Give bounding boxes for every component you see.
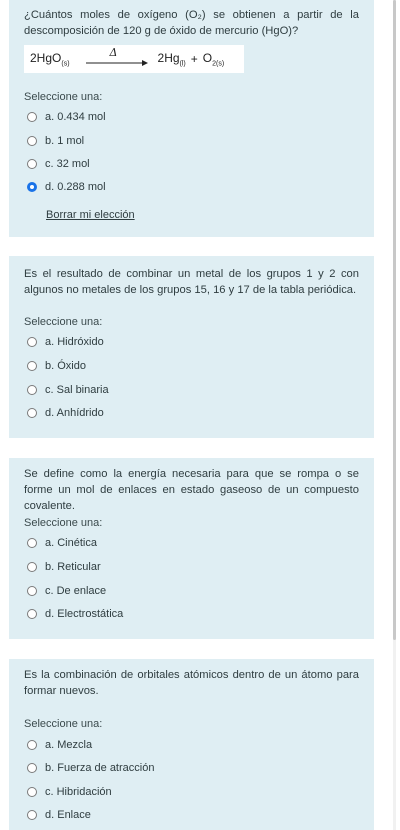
radio-button[interactable] (27, 787, 37, 797)
option-c[interactable] (27, 155, 90, 173)
option-label: b. Óxido (45, 360, 86, 372)
question-text: Se define como la energía necesaria para que se rompa o se forme un mol de enlaces en estado gaseoso de un compuesto covalente. (24, 468, 359, 512)
option-a[interactable] (27, 534, 97, 552)
reaction-equation (24, 45, 244, 73)
option-label: c. 32 mol (45, 158, 90, 170)
option-d[interactable] (27, 404, 104, 422)
radio-button[interactable] (27, 609, 37, 619)
option-label: b. 1 mol (45, 135, 85, 147)
option-b[interactable] (27, 132, 84, 150)
radio-button[interactable] (27, 337, 37, 347)
option-a[interactable] (27, 736, 92, 754)
select-prompt: Seleccione una: (24, 316, 103, 328)
option-label: a. Mezcla (45, 739, 93, 751)
radio-button[interactable] (27, 112, 37, 122)
option-label: c. Sal binaria (45, 384, 109, 396)
radio-button[interactable] (27, 136, 37, 146)
option-label: a. 0.434 mol (45, 111, 106, 123)
option-label: d. Anhídrido (45, 407, 104, 419)
select-prompt: Seleccione una: (24, 91, 103, 103)
question-card-3 (9, 458, 374, 639)
question-text: Es el resultado de combinar un metal de los grupos 1 y 2 con algunos no metales de los grupos 15, 16 y 17 de la tabla periódica. (24, 268, 359, 296)
question-text: ¿Cuántos moles de oxígeno (O₂) se obtienen a partir de la descomposición de 120 g de óxido de mercurio (HgO)? (24, 9, 359, 37)
select-prompt: Seleccione una: (24, 517, 103, 529)
option-label: a. Hidróxido (45, 336, 104, 348)
select-prompt: Seleccione una: (24, 718, 103, 730)
option-c[interactable] (27, 582, 106, 600)
product-1: $2Hg_{(l)}$ (157, 50, 186, 68)
plus-sign: + (190, 52, 198, 66)
radio-button[interactable] (27, 562, 37, 572)
option-a[interactable] (27, 108, 106, 126)
radio-button[interactable] (27, 159, 37, 169)
scrollbar-thumb[interactable] (393, 0, 396, 640)
clear-choice-link[interactable]: Borrar mi elección (46, 209, 135, 221)
option-label: b. Reticular (45, 561, 101, 573)
radio-button[interactable] (27, 586, 37, 596)
radio-button[interactable] (27, 361, 37, 371)
option-b[interactable] (27, 357, 86, 375)
option-label: b. Fuerza de atracción (45, 762, 155, 774)
question-card-4 (9, 659, 374, 830)
option-d[interactable] (27, 806, 91, 824)
radio-button[interactable] (27, 538, 37, 548)
option-label: d. Enlace (45, 809, 91, 821)
radio-button[interactable] (27, 763, 37, 773)
option-label: d. 0.288 mol (45, 181, 106, 193)
option-c[interactable] (27, 783, 112, 801)
radio-button[interactable] (27, 810, 37, 820)
radio-button[interactable] (27, 740, 37, 750)
option-b[interactable] (27, 759, 154, 777)
arrow-icon (86, 49, 148, 69)
option-label: d. Electrostática (45, 608, 124, 620)
option-c[interactable] (27, 381, 109, 399)
option-label: c. De enlace (45, 585, 107, 597)
question-text: Es la combinación de orbitales atómicos dentro de un átomo para formar nuevos. (24, 669, 359, 697)
option-a[interactable] (27, 333, 104, 351)
option-d[interactable] (27, 605, 123, 623)
radio-button[interactable] (27, 385, 37, 395)
reaction-arrow (86, 46, 148, 69)
heat-symbol: Δ (109, 46, 118, 59)
option-label: c. Hibridación (45, 786, 112, 798)
option-label: a. Cinética (45, 537, 97, 549)
question-card-2 (9, 256, 374, 438)
reactant: 2HgO$_{(s)}$ (30, 50, 70, 68)
option-b[interactable] (27, 558, 101, 576)
option-d[interactable] (27, 178, 106, 196)
question-card-1 (9, 0, 374, 237)
product-2: $O_{2(s)}$ (202, 50, 225, 68)
radio-button-selected[interactable] (27, 182, 37, 192)
radio-button[interactable] (27, 408, 37, 418)
